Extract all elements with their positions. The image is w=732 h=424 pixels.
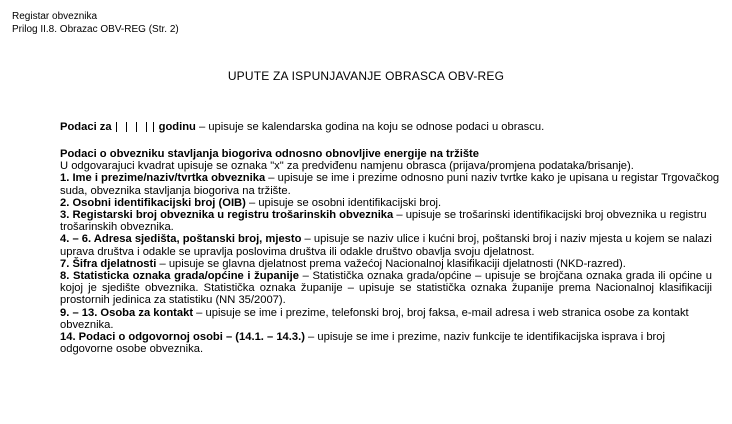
form-reference: Prilog II.8. Obrazac OBV-REG (Str. 2) xyxy=(12,23,179,35)
item-label: 9. – 13. Osoba za kontakt xyxy=(60,306,194,319)
item-label: 8. Statisticka oznaka grada/općine i županije xyxy=(60,270,299,283)
section-intro: U odgovarajuci kvadrat upisuje se oznaka "x" za predviđenu namjenu obrasca (prijava/promjena podataka/brisanje). xyxy=(60,160,634,173)
list-item xyxy=(60,258,730,270)
year-line xyxy=(60,120,730,134)
obligor-section xyxy=(60,148,730,355)
item-text: – upisuje se ime i prezime odnosno puni naziv tvrtke kako je upisana u registar Trgovačkog suda, obveznika stavljanja biogoriva na tržište. xyxy=(60,172,720,197)
item-label: 7. Šifra djelatnosti xyxy=(60,257,157,270)
list-item xyxy=(60,172,730,196)
register-name: Registar obveznika xyxy=(12,11,98,22)
page-title: UPUTE ZA ISPUNJAVANJE OBRASCA OBV-REG xyxy=(227,69,505,83)
list-item xyxy=(60,209,730,233)
list-item xyxy=(60,197,730,209)
document-header xyxy=(12,11,179,36)
list-item xyxy=(60,307,730,331)
item-text: – upisuje se trošarinski identifikacijski broj obveznika u registru trošarinskih obveznika. xyxy=(60,209,707,234)
item-label: 4. – 6. Adresa sjedišta, poštanski broj, mjesto xyxy=(60,233,302,246)
item-text: – upisuje se glavna djelatnost prema važećoj Nacionalnoj klasifikaciji djelatnosti (NKD-razred). xyxy=(156,257,626,270)
section-heading: Podaci o obvezniku stavljanja biogoriva odnosno obnovljive energije na tržište xyxy=(60,148,479,161)
year-boxes xyxy=(116,120,156,134)
item-label: 2. Osobni identifikacijski broj (OIB) xyxy=(60,196,246,209)
year-description: – upisuje se kalendarska godina na koju se odnose podaci u obrascu. xyxy=(195,121,545,133)
item-label: 1. Ime i prezime/naziv/tvrtka obveznika xyxy=(60,172,266,185)
item-text: – upisuje se osobni identifikacijski broj. xyxy=(245,196,442,209)
item-text: – upisuje se naziv ulice i kućni broj, poštanski broj i naziv mjesta u kojem se nalazi uprava društva i odakle se upravlja poslovima društva ili odakle društvo obavlja svoju djelatnost. xyxy=(60,233,712,258)
year-label-suffix: godinu xyxy=(158,121,196,133)
list-item xyxy=(60,270,712,307)
year-label: Podaci za xyxy=(60,121,112,133)
instructions-body xyxy=(60,120,730,356)
item-label: 14. Podaci o odgovornoj osobi – (14.1. – 14.3.) xyxy=(60,331,305,344)
item-text: – upisuje se ime i prezime, naziv funkcije te identifikacijska isprava i broj odgovorne osobe obveznika. xyxy=(60,331,665,356)
list-item xyxy=(60,331,710,355)
item-label: 3. Registarski broj obveznika u registru trošarinskih obveznika xyxy=(60,209,394,222)
list-item xyxy=(60,233,730,257)
item-text: – upisuje se ime i prezime, telefonski broj, broj faksa, e-mail adresa i web stranica osobe za kontakt obveznika. xyxy=(60,306,689,331)
item-text: – Statistička oznaka grada/općine – upisuje se brojčana oznaka grada ili općine u kojoj je sjedište obveznika. Statistička oznaka županije – upisuje se statistička oznaka županije prema Nacionalnoj klasifikaciji prostornih jedinica za statistiku (NN 35/2007). xyxy=(60,270,712,307)
